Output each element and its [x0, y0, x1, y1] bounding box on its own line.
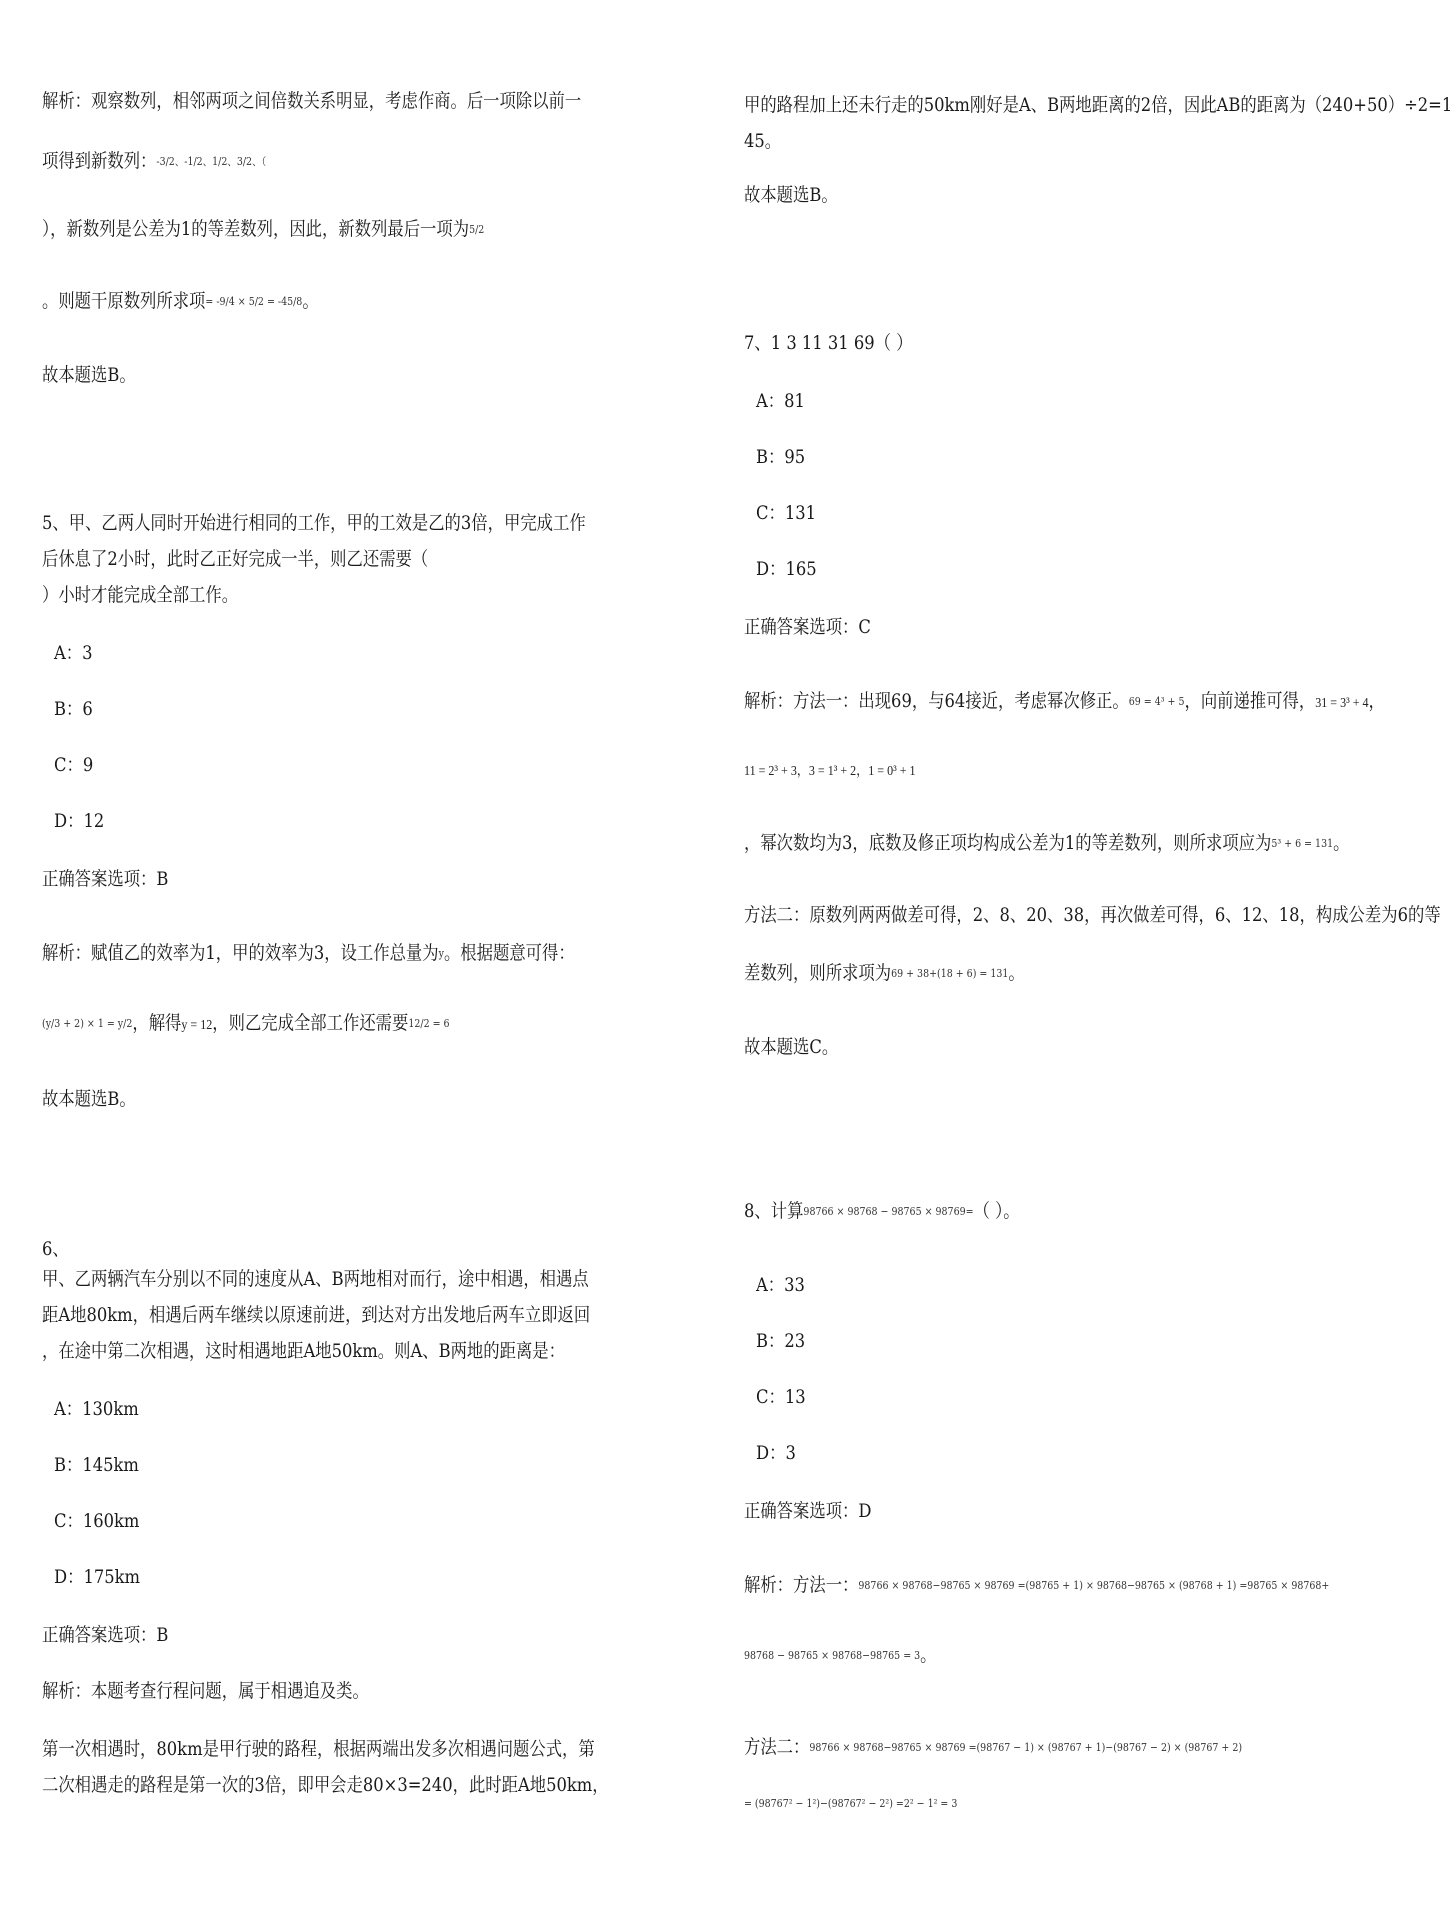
- q5-variable-y: y: [438, 947, 444, 960]
- q8-analysis-line4: [744, 1790, 957, 1816]
- q8-option-a: A：33: [756, 1274, 805, 1296]
- q6-analysis-line1: 解析：本题考查行程问题，属于相遇追及类。: [42, 1680, 369, 1702]
- q7-option-c: C：131: [756, 502, 817, 524]
- q7-method2-formula: 69 + 38+(18 + 6) = 131: [891, 967, 1009, 980]
- q8-answer: 正确答案选项：D: [744, 1500, 872, 1522]
- q5-question-line1: 5、甲、乙两人同时开始进行相同的工作，甲的工效是乙的3倍，甲完成工作: [42, 512, 586, 534]
- q5-conclusion: 故本题选B。: [42, 1088, 136, 1110]
- q7-option-b: B：95: [756, 446, 806, 468]
- q8-method2-expansion: 98766 × 98768−98765 × 98769 =(98767 − 1) × (98767 + 1)−(98767 − 2) × (98767 + 2): [809, 1741, 1243, 1754]
- q7-question: 7、1 3 11 31 69（ ）: [744, 332, 913, 354]
- q5-answer: 正确答案选项：B: [42, 868, 169, 890]
- q6-option-b: B：145km: [54, 1454, 139, 1476]
- q6-analysis-line3: 二次相遇走的路程是第一次的3倍，即甲会走80×3=240，此时距A地50km，: [42, 1774, 609, 1796]
- q7-option-d: D：165: [756, 558, 817, 580]
- q6-conclusion: 故本题选B。: [744, 184, 838, 206]
- q8-analysis-line2: 98768 − 98765 × 98768−98765 = 3。: [744, 1644, 937, 1666]
- q6-question-line3: ，在途中第二次相遇，这时相遇地距A地50km。则A、B两地的距离是：: [42, 1340, 565, 1362]
- q7-conclusion: 故本题选C。: [744, 1036, 839, 1058]
- q7-option-a: A：81: [756, 390, 805, 412]
- q5-question-line3: ）小时才能完成全部工作。: [42, 584, 239, 606]
- q5-solution: y = 12: [181, 1018, 213, 1033]
- q4-analysis-line1: 解析：观察数列，相邻两项之间倍数关系明显，考虑作商。后一项除以前一: [42, 90, 582, 112]
- q7-analysis-line3: ，幂次数均为3，底数及修正项均构成公差为1的等差数列，则所求项应为5³ + 6 = 131。: [744, 832, 1350, 854]
- q5-analysis-line2: (y/3 + 2) × 1 = y/2，解得y = 12，则乙完成全部工作还需要12/2 = 6: [42, 1012, 450, 1034]
- q7-analysis-line2: [744, 756, 916, 785]
- q6-question-line2: 距A地80km，相遇后两车继续以原速前进，到达对方出发地后两车立即返回: [42, 1304, 591, 1326]
- q4-conclusion: 故本题选B。: [42, 364, 136, 386]
- q6-option-d: D：175km: [54, 1566, 141, 1588]
- q8-option-c: C：13: [756, 1386, 806, 1408]
- q7-analysis-line1: 解析：方法一：出现69，与64接近，考虑幂次修正。69 = 4³ + 5，向前递推可得，31 = 3³ + 4，: [744, 690, 1385, 712]
- q7-answer: 正确答案选项：C: [744, 616, 871, 638]
- q5-option-b: B：6: [54, 698, 93, 720]
- q5-option-c: C：9: [54, 754, 94, 776]
- q5-remaining-time: 12/2 = 6: [408, 1017, 450, 1030]
- q8-option-d: D：3: [756, 1442, 796, 1464]
- q6-analysis-line2: 第一次相遇时，80km是甲行驶的路程，根据两端出发多次相遇问题公式，第: [42, 1738, 595, 1760]
- q7-formula-31: 31 = 3³ + 4: [1315, 696, 1369, 711]
- q4-analysis-line4: 。则题干原数列所求项= -9/4 × 5/2 = -45/8。: [42, 290, 319, 312]
- q7-analysis-line4: 方法二：原数列两两做差可得，2、8、20、38，再次做差可得，6、12、18，构成公差为6的等: [744, 904, 1441, 926]
- q8-question: 8、计算98766 × 98768 − 98765 × 98769=（ ）。: [744, 1200, 1020, 1222]
- q8-method1-expansion: 98766 × 98768−98765 × 98769 =(98765 + 1) × 98768−98765 × (98768 + 1) =98765 × 98768+: [858, 1579, 1330, 1592]
- q7-recursive-formulas: 11 = 2³ + 3，3 = 1³ + 2，1 = 0³ + 1: [744, 764, 916, 779]
- right-column: [680, 0, 1452, 1924]
- q5-question-line2: 后休息了2小时，此时乙正好完成一半，则乙还需要（: [42, 548, 429, 570]
- q4-analysis-line3: ），新数列是公差为1的等差数列，因此，新数列最后一项为5/2: [42, 218, 485, 240]
- q8-analysis-line3: 方法二：98766 × 98768−98765 × 98769 =(98767 − 1) × (98767 + 1)−(98767 − 2) × (98767 + 2): [744, 1736, 1243, 1758]
- q6-question-line1: 甲、乙两辆汽车分别以不同的速度从A、B两地相对而行，途中相遇，相遇点: [42, 1268, 589, 1290]
- q6-answer: 正确答案选项：B: [42, 1624, 169, 1646]
- q4-new-sequence: -3/2、-1/2、1/2、3/2、（: [156, 155, 267, 168]
- q8-expression: 98766 × 98768 − 98765 × 98769=: [803, 1205, 974, 1218]
- q7-result-formula: 5³ + 6 = 131: [1271, 837, 1334, 850]
- q5-analysis-line1: 解析：赋值乙的效率为1，甲的效率为3，设工作总量为y。根据题意可得：: [42, 942, 575, 964]
- q5-option-d: D：12: [54, 810, 105, 832]
- q5-option-a: A：3: [54, 642, 93, 664]
- q6-option-a: A：130km: [54, 1398, 139, 1420]
- q8-analysis-line1: 解析：方法一：98766 × 98768−98765 × 98769 =(98765 + 1) × 98768−98765 × (98768 + 1) =98765 × 98768+: [744, 1574, 1330, 1596]
- q4-analysis-line2: 项得到新数列：-3/2、-1/2、1/2、3/2、（: [42, 150, 267, 172]
- q8-method2-result: = (98767² − 1²)−(98767² − 2²) =2² − 1² = 3: [744, 1797, 958, 1810]
- q7-formula-69: 69 = 4³ + 5: [1128, 695, 1185, 708]
- q4-result-formula: = -9/4 × 5/2 = -45/8: [205, 295, 303, 308]
- q6-continuation-line1: 甲的路程加上还未行走的50km刚好是A、B两地距离的2倍，因此AB的距离为（240+50）÷2=1: [744, 94, 1452, 116]
- q7-analysis-line5: 差数列，则所求项为69 + 38+(18 + 6) = 131。: [744, 962, 1025, 984]
- q5-equation: (y/3 + 2) × 1 = y/2: [42, 1017, 133, 1030]
- q8-method1-result: 98768 − 98765 × 98768−98765 = 3: [744, 1649, 921, 1662]
- q6-option-c: C：160km: [54, 1510, 140, 1532]
- q6-continuation-line2: 45。: [744, 130, 782, 152]
- q4-last-term-fraction: 5/2: [469, 223, 485, 236]
- left-column: [0, 0, 680, 1924]
- q8-option-b: B：23: [756, 1330, 806, 1352]
- q6-number: 6、: [42, 1238, 69, 1260]
